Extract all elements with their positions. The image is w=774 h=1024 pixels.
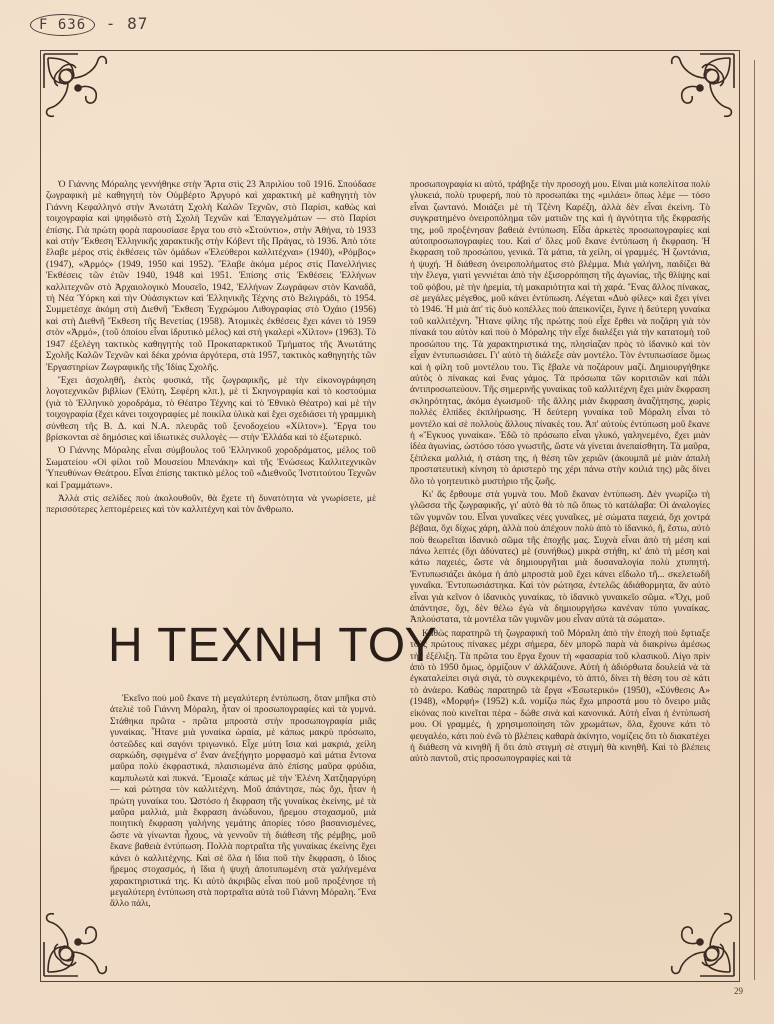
page-number: 29 — [734, 986, 743, 996]
article-paragraph: Καθὼς παρατηρῶ τὴ ζωγραφικὴ τοῦ Μόραλη ἀπὸ τὴν ἐποχὴ ποὺ ἔφτιαξε τοὺς πρώτους πίνακες μέχρι σήμερα, δὲν μπορῶ παρὰ νὰ διακρίνω ἀμέσως τὴν ἐξέλιξη. Τὰ πρῶτα του ἔργα ἔχουν τὴ «φασαρία τοῦ κλασικοῦ. Λίγο πρὶν ἀπὸ τὸ 1950 ὅμως, ὁρμίζουν ν' ἀλλάζουνε. Αὐτὴ ἡ ἀδιόρθωτα δουλείά νὰ τὰ ἐγκαταλείπει σιγά σιγά, τὸ συγκεκριμένο, τὸ ἀπτό, δίνει τὴ θέση του σὲ κάτι τὸ ἀνάερο. Καθὼς παρατηρῶ τὰ ἔργα «Ἐσωτερικό» (1950), «Σύνθεσις Α» (1948), «Μορφή» (1952) κ.ἄ. νομίζω πὼς ἔχω μπροστά μου τὸ ὄνειρο μιᾶς εἰκόνας ποὺ κινεῖται πέρα - δώθε σινὰ καὶ κανονικά. Αὐτὴ εἶναι ἡ ἐντύπωσή μου. Οἱ γραμμές, ἡ χρησιμοποίηση τῶν χρωμάτων, ὅλα, ἔχουνε κάτι τὸ φευγαλέο, κάτι ποὺ ἐνῶ τὸ βλέπεις καθαρὰ ἀκίνητο, νομίζεις ὅτι τὸ διακατέχει ἡ διάθεση νὰ κινηθῆ ἢ ὅτι ἀπὸ στιγμὴ σὲ στιγμὴ θὰ κινηθῆ. Καὶ τὸ βλέπεις αὐτὸ παντοῦ, στὶς προσωπογραφίες καὶ τὰ — [410, 628, 710, 765]
article-paragraph: Ὁ Γιάννης Μόραλης εἶναι σύμβουλος τοῦ Ἑλληνικοῦ χοροδράματος, μέλος τοῦ Σωματείου «Οἱ φίλοι τοῦ Μουσείου Μπενάκη» καὶ τῆς Ἑνώσεως Καλλιτεχνικῶν Ὑπευθύνων Θεάτρου. Εἶναι ἐπίσης τακτικὸ μέλος τοῦ «Διεθνοῦς Ἰνστιτούτου Τεχνῶν καὶ Γραμμάτων». — [46, 446, 376, 491]
article-headline: Η ΤΕΧΝΗ ΤΟΥ — [108, 619, 438, 672]
flourish-icon — [650, 48, 740, 138]
article-paragraph: Ἔχει ἀσχοληθῆ, ἐκτὸς φυσικά, τῆς ζωγραφικῆς, μὲ τὴν εἰκονογράφηση λογοτεχνικῶν βιβλίων (Ἐλύτη, Σεφέρη κλπ.), μὲ τὶ Σκηνογραφία καὶ τὸ κοστούμια (γιὰ τὸ Ἑλληνικὸ χοροδράμα, τὸ Θέατρο Τέχνης καὶ τὸ Ἐθνικὸ Θέατρο) καὶ μὲ τὴν τοιχογραφία (ἔχει κάνει τοιχογραφίες μὲ ποικίλα ὑλικὰ καὶ ἔχει σχεδιάσει τὴ γραμμικὴ σύνθεση τῆς Β. Δ. καὶ Ν.Α. πλευρᾶς τοῦ ξενοδοχείου «Χίλτον»). Ἔργα του βρίσκονται σὲ δημόσιες καὶ ἰδιωτικὲς συλλογὲς — στὴν Ἑλλάδα καὶ τὸ ἐξωτερικό. — [46, 375, 376, 443]
article-column-left-top — [46, 180, 376, 574]
flourish-icon — [38, 48, 128, 138]
article-column-right — [410, 180, 710, 960]
handwritten-code: F 636 — [30, 14, 95, 36]
corner-ornament-top-right — [650, 48, 740, 138]
article-paragraph: Ὁ Γιάννης Μόραλης γεννήθηκε στὴν Ἄρτα στὶς 23 Ἀπριλίου τοῦ 1916. Σπούδασε ζωγραφικὴ μὲ καθηγητὴ τὸν Οὐμβέρτο Ἀργυρό καὶ χαρακτικὴ μὲ καθηγητὴ τὸν Γιάννη Κεφαλληνό στὴν Ἀνωτάτη Σχολὴ Καλῶν Τεχνῶν, στὸ Παρίσι, καθὼς καὶ τοιχογραφία καὶ ψηφιδωτὸ στὴ Σχολὴ Τεχνῶν καὶ Ἐπαγγελμάτων — στὸ Παρίσι ἐπίσης. Γιὰ πρώτη φορὰ παρουσίασε ἔργα του στὸ «Στούντιο», στὴν Ἀθήνα, τὸ 1933 καὶ στὴν Ἔκθεση Ἑλληνικῆς χαρακτικῆς στὴν Κόβεντ τῆς Πράγας, τὸ 1936. Ἀπὸ τότε ἔλαβε μέρος στὶς ἐκθέσεις τῶν ὁμάδων «Ἐλεύθεροι καλλιτέχναι» (1940), «Ρόμβος» (1947), «Ἀρμός» (1949, 1950 καὶ 1952). Ἔλαβε ἀκόμα μέρος στὶς Πανελλήνιες Ἐκθέσεις τῶν ἐτῶν 1940, 1948 καὶ 1951. Ἐπίσης στὶς Ἐκθέσεις Ἑλλήνων καλλιτεχνῶν στὸ Ἀρχαιολογικὸ Μουσεῖο, 1942, Ἑλλήνων Ζωγράφων στὸν Καναδᾶ, τὴ Νέα Ὑόρκη καὶ τὴν Οὐάσιγκτων καὶ Ἑλληνικῆς Τέχνης στὸ Βελιγράδι, τὸ 1954. Συμμετέσχε ἀκόμη στὴ Διεθνῆ Ἔκθεση Ἐγχρώμου Λιθογραφίας στὸ Ὀχάιο (1956) καὶ στὴ Διεθνῆ Ἔκθεση τῆς Βενετίας (1958). Ἀτομικὲς ἐκθέσεις ἔχει κάνει τὸ 1959 στὸν «Ἀρμό», (τοῦ ὁποίου εἶναι ἱδρυτικὸ μέλος) καὶ στὴ γκαλερὶ «Χίλτον» (1963). Τὸ 1947 ἐξελέγη τακτικὸς καθηγητὴς τοῦ Προκαταρκτικοῦ Τμήματος τῆς Ἀνωτάτης Σχολῆς Καλῶν Τεχνῶν καὶ δέκα χρόνια ἀργότερα, στὰ 1957, τακτικὸς καθηγητὴς τῶν Ἐργαστηρίων Ζωγραφικῆς τῆς Ἰδίας Σχολῆς. — [46, 180, 376, 373]
side-rule — [754, 60, 755, 980]
handwritten-archive-note — [30, 14, 148, 36]
article-paragraph: προσωπογραφία κι αὐτό, τράβηξε τὴν προσοχή μου. Εἶναι μιὰ κοπελίτσα πολὺ γλυκειά, πολὺ τρυφερή, ποὺ τὸ προσωπάκι της «μιλάει» ὅπως λέμε — τόσο εἶναι ζωντανό. Μοιάζει μὲ τὴ Τζένη Καρέζη, ἀλλὰ δὲν εἶναι ἐκείνη. Τὸ συγκρατημένο ὀνειροπόλημα τῶν ματιῶν της καὶ ἡ ἀγνότητα τῆς ἔκφρασής της, μοῦ προξένησαν βαθειὰ ἐντύπωση. Εἶδα ἀρκετὲς προσωπογραφίες καὶ αὐτοπροσωπογραφίες του. Καὶ σ' ὅλες μοῦ ἔκανε ἐντύπωση ἡ ἔκφραση. Ἡ ἔκφραση τοῦ προσώπου, γενικά. Τὰ μάτια, τὰ χείλη, οἱ γραμμές. Ἡ ζωντάνια, ἡ ψυχή. Ἡ διάθεση ὀνειροπολήματος στὸ βλέμμα. Μιὰ γαλήνη, παιδίζει θὰ τὴν ἔλεγα, γιατὶ γεννιέται ἀπὸ τὴν ἐξισορρόπηση τῆς ἀγωνίας, τῆς θλίψης καὶ τοῦ φόβου, μὲ τὴν ἠρεμία, τὴ μακαριότητα καὶ τὴ χαρά. Ἕνας ἄλλος πίνακας, σὲ μεγάλες μέγεθος, μοῦ κάνει ἐντύπωση. Λέγεται «Δυὸ φίλες» καὶ ἔχει γίνει τὸ 1946. Ἡ μιὰ ἀπ' τὶς δυὸ κοπέλλες ποὺ ἀπεικονίζει, ἔγινε ἡ δεύτερη γυναίκα τοῦ καλλιτέχνη. Ἦτανε φίλης τῆς πρώτης ποὺ εἶχε ἔρθει νὰ ποζάρη γιὰ τὸν πίνακά του αὐτὸν καὶ ποὺ ὁ Μόραλης τὴν εἶχε διαλέξει γιὰ τὴν κατατομὴ τοῦ προσώπου της. Τὰ χαρακτηριστικά της, πλησίαζαν πρὸς τὸ ἰδανικὸ καὶ τὸν εἶχαν ἐντυπωσιάσει. Γι' αὐτὸ τὴ διάλεξε σὰν μοντέλο. Τὸν ἐντυπωσίασε ὅμως καὶ ἡ φίλη τοῦ μοντέλου του. Τὶς ἔβαλε νὰ ποζάρουν μαζί. Δημιουργήθηκε αὐτὸς ὁ πίνακας καὶ ἕνας γάμος. Τὰ πρόσωπα τῶν κοριτσιῶν καὶ πάλι ἀντιπροσωπεύουν. Τῆς σημερινῆς γυναίκας τοῦ καλλιτέχνη ἔχει μιὰν ἔκφραση σκληρότητας, ἀκόμα ἐγωισμοῦ· τῆς ἄλλης μιὰν ἔκφραση ἀναζήτησης, χωρὶς πολλὲς ἐλπίδες ἐκπλήρωσης. Ἡ δεύτερη γυναίκα τοῦ Μόραλη εἶναι τὸ μοντέλο καὶ σὲ πολλοὺς ἄλλους πίνακές του. Ἀπ' αὐτοὺς ἐντύπωση μοῦ ἔκανε ἡ «Ἔγκυος γυναίκα». Ἐδῶ τὸ πρόσωπο εἶναι γλυκό, γαληνεμένο, ἔχει μιὰν ἰδέα ἀγωνίας, ὡστόσο τόσο γνωστῆς, ὥστε νὰ γίνεται ἀνεπαίσθητη. Τὰ μαῦρα, ξέπλεκα μαλλιά, ἡ στάση της, ἡ θέση τῶν χεριῶν (ἀκουμπᾶ μὲ μιὰν ἀπαλὴ προστατευτικὴ κίνηση τὸ ἀριστερὸ της χέρι πάνω στὴν κοιλιά της) μᾶς δίνει ὅλο τὸ γοητευτικὸ μυστήριο τῆς ζωῆς. — [410, 180, 710, 487]
article-paragraph: Κι' ἄς ἔρθουμε στὰ γυμνὰ του. Μοῦ ἔκαναν ἐντύπωση. Δὲν γνωρίζω τὴ γλῶσσα τῆς ζωγραφικῆς, γι' αὐτὸ θὰ τὸ πῶ ὅπως τὸ κατάλαβα: Οἱ ἀναλογίες τῶν γυμνῶν του. Εἶναι γυναῖκες νέες γυναῖκες, μὲ σώματα παχειά, ὄχι χοντρά βέβαια, ὄχι δίχως χάρη, ἀλλὰ ποὺ ἀπέχουν πολὺ ἀπὸ τὸ ἰδανικό, ἢ, ἔστω, αὐτὸ ποὺ θεωρεῖται ἰδανικὸ σῶμα τῆς ἐποχῆς μας. Συχνὰ εἶναι ἀπὸ τὴ μέση καὶ πάνω λεπτές (ὄχι ἀδύνατες) μὲ (συνήθως) μικρὰ στήθη, κι' ἀπὸ τὴ μέση καὶ κάτω παχειές, ὥστε νὰ δημιουργῆται μιὰ δυσαναλογία πολὺ χτυπητή. Ἐντυπωσιάζει ἀκόμα ἡ ἀπὸ μπροστὰ μοῦ ἔχει κάνει εἴδωλο τῆ... σκελετωδῆ γυναῖκα. Ἐντυπωσιάστηκα. Καὶ τὸν ρώτησα, ἐντελῶς ἀδιάθορμητα, ἂν αὐτὸ εἶναι γιὰ κεῖνον ὁ ἰδανικὸς γυναίκας, τὸ ἰδανικὸ γυναικεῖο σῶμα. «Ὄχι, μοῦ ἀπάντησε, ὄχι, δὲν θέλω ἐγὼ νὰ δημιουργήσω κανέναν τύπο γυναίκας. Ἁπλούστατα, τὰ μοντέλα τῶν γυμνῶν μου εἶναν αὐτὰ τὰ σώματα». — [410, 489, 710, 626]
article-paragraph: Ἀλλὰ στὶς σελίδες ποὺ ἀκολουθοῦν, θὰ ἔχετε τὴ δυνατότητα νὰ γνωρίσετε, μὲ περισσότερες λεπτομέρειες καὶ τὸν καλλιτέχνη καὶ τὸν ἄνθρωπο. — [46, 493, 376, 516]
corner-ornament-top-left — [38, 48, 128, 138]
article-column-left-bottom — [110, 694, 376, 962]
article-paragraph: Ἐκεῖνο ποὺ μοῦ ἔκανε τὴ μεγαλύτερη ἐντύπωση, ὅταν μπῆκα στὸ ἀτελιὲ τοῦ Γιάννη Μόραλη, ἦταν οἱ προσωπογραφίες καὶ τὰ γυμνά. Στάθηκα πρῶτα - πρῶτα μπροστὰ στὴν προσωπογραφία μιᾶς γυναίκας. Ἦτανε μιὰ γυναίκα ὡραία, μὲ κάπως μακρὺ πρόσωπο, ὀστεῶδες καὶ σαγόνι τριγωνικό. Εἶχε μύτη ἴσια καὶ μακριά, χείλη σαρκώδη, σφιγμένα σ' ἕναν ἀνεξήγητο μορφασμὸ καὶ μάτια ἔντονα μαῦρα πολὺ ἐκφραστικά, πλαισιωμένα ἀπὸ ἐπίσης μαῦρα φρύδια, καμπυλωτὰ καὶ πυκνά. Ἔμοιαζε κάπως μὲ τὴν Ἑλένη Χατζηαργύρη — καὶ ρώτησα τὸν καλλιτέχνη. Μοῦ ἀπάντησε, πὼς ὄχι, ἦταν ἡ πρώτη γυναίκα του. Ὡστόσο ἡ ἔκφραση τῆς γυναίκας ἐκείνης, μὲ τὰ μαῦρα μαλλιά, μιὰ ἔκφραση ἀνώδυνου, ἤρεμου στοχασμοῦ, μιὰ ποιητικὴ ἔκφραση γαλήνης γεμάτης ἀπορίες τόσο βασανισμένες, ὥστε νὰ γίνωνται ἦχους, νὰ γεννοῦν τὴ διάθεση τῆς ρέμβης, μοῦ ἔκανε βαθειὰ ἐντύπωση. Πολλὰ πορτραῖτα τῆς γυναίκας ἐκείνης ἔχει κάνει ὁ καλλιτέχνης. Καὶ σὲ ὅλα ἡ ἴδια ποῦ τὴν ἔκφραση, ὁ ἴδιος ἤρεμος στοχασμός, ἡ ἴδια ἡ ψυχὴ ἀποτυπωμένη στὰ γαλήνεμένα χαρακτηριστικά της. Κι αὐτὸ ἀκριβῶς εἶναι ποὺ μοῦ προξένησε τὴ μεγαλύτερη ἐντύπωση στὰ πορτραῖτα αὐτὰ τοῦ Γιάννη Μόραλη. Ἕνα ἄλλο πάλι, — [110, 694, 376, 910]
handwritten-suffix: - 87 — [105, 14, 149, 33]
